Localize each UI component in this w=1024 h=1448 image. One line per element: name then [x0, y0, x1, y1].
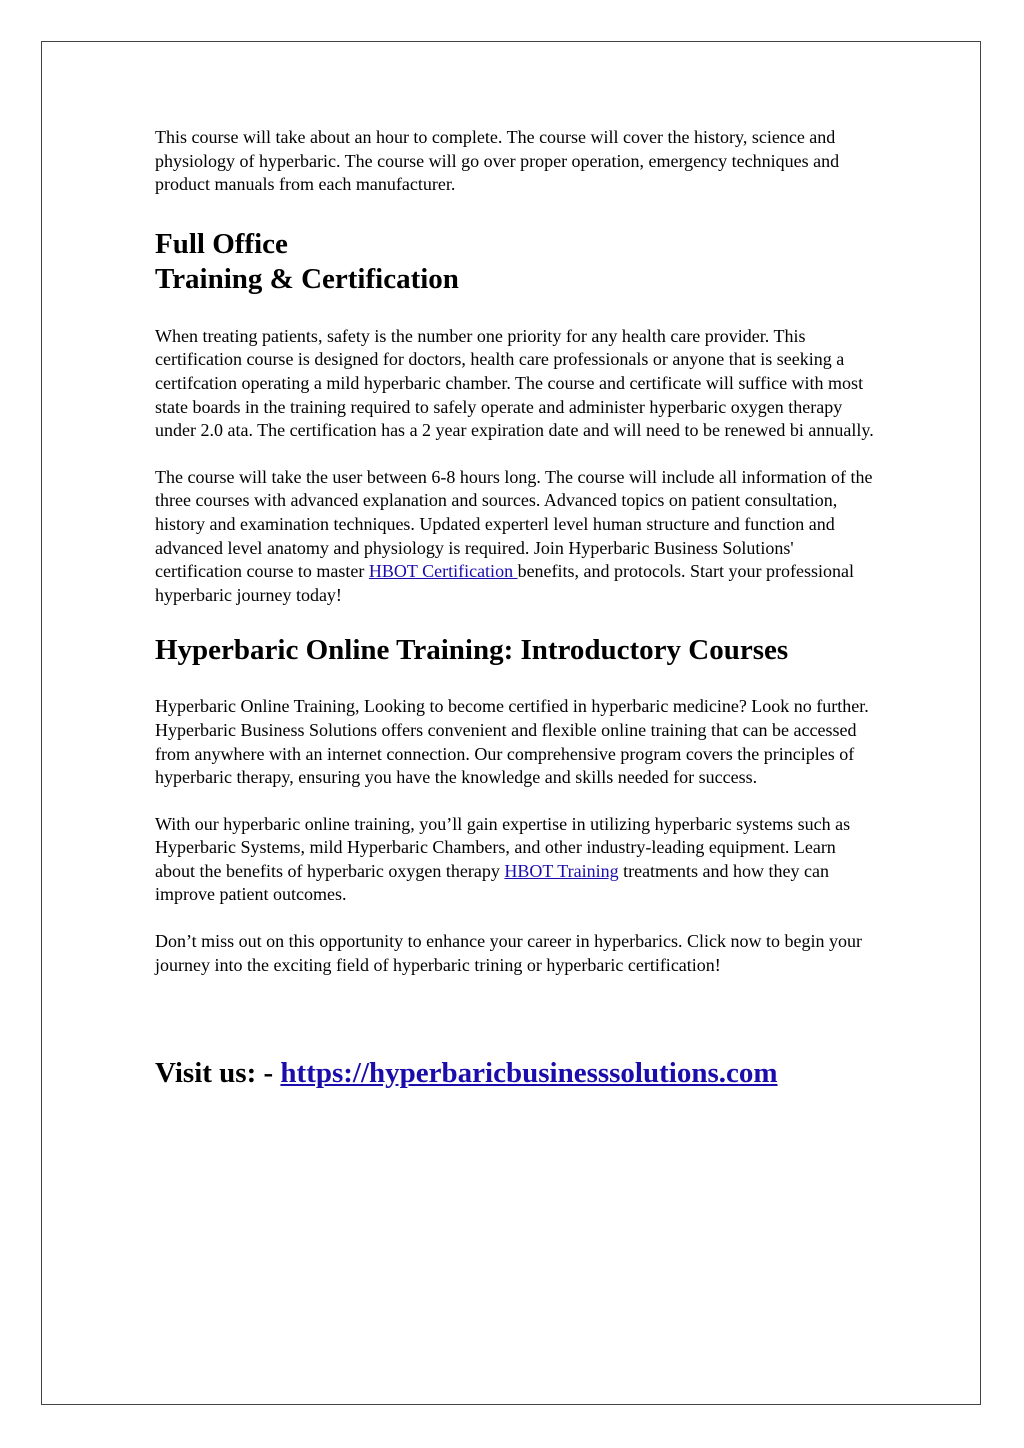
hbot-training-link[interactable]: HBOT Training	[504, 860, 619, 881]
paragraph-text: The course will take the user between 6-8 hours long. The course will include all information of the three courses with advanced explanation and sources. Advanced topics on patient consultation, history and examination techniques. Updated experterl level human structure and function and advanced level anatomy and physiology is required. Join Hyperbaric Business Solutions' certification course to master	[155, 466, 873, 582]
online-training-paragraph-1: Hyperbaric Online Training, Looking to become certified in hyperbaric medicine? Look no further. Hyperbaric Business Solutions offers convenient and flexible online training that can be accessed from anywhere with an internet connection. Our comprehensive program covers the principles of hyperbaric therapy, ensuring you have the knowledge and skills needed for success.	[155, 696, 869, 788]
full-office-paragraph-2	[155, 466, 875, 608]
section-title-line1: Full Office	[155, 227, 288, 260]
paragraph-text: With our hyperbaric online training, you’ll gain expertise in utilizing hyperbaric systems such as Hyperbaric Systems, mild Hyperbaric Chambers, and other industry-leading equipment. Learn about the benefits of hyperbaric oxygen therapy	[155, 813, 851, 881]
document-content	[155, 126, 875, 1090]
visit-us-line	[155, 1057, 875, 1090]
section-title-full-office	[155, 227, 875, 297]
full-office-paragraph-1: When treating patients, safety is the number one priority for any health care provider. This certification course is designed for doctors, health care professionals or anyone that is seeking a certifcation operating a mild hyperbaric chamber. The course and certificate will suffice with most state boards in the training required to safely operate and administer hyperbaric oxygen therapy under 2.0 ata. The certification has a 2 year expiration date and will need to be renewed bi annually.	[155, 325, 874, 441]
section-title-line2: Training & Certification	[155, 262, 459, 295]
hbot-certification-link[interactable]: HBOT Certification	[368, 561, 518, 582]
website-link[interactable]: https://hyperbaricbusinesssolutions.com	[280, 1057, 778, 1090]
online-training-paragraph-3: Don’t miss out on this opportunity to enhance your career in hyperbarics. Click now to begin your journey into the exciting field of hyperbaric trining or hyperbaric certification!	[155, 931, 863, 975]
intro-paragraph: This course will take about an hour to complete. The course will cover the history, science and physiology of hyperbaric. The course will go over proper operation, emergency techniques and product manuals from each manufacturer.	[155, 127, 840, 195]
section-title-online-training: Hyperbaric Online Training: Introductory Courses	[155, 634, 789, 667]
visit-us-label: Visit us: -	[155, 1057, 281, 1090]
paragraph-text: benefits, and protocols. Start your professional hyperbaric journey today!	[155, 561, 854, 605]
paragraph-text: treatments and how they can improve patient outcomes.	[155, 860, 830, 905]
online-training-paragraph-2	[155, 813, 875, 907]
